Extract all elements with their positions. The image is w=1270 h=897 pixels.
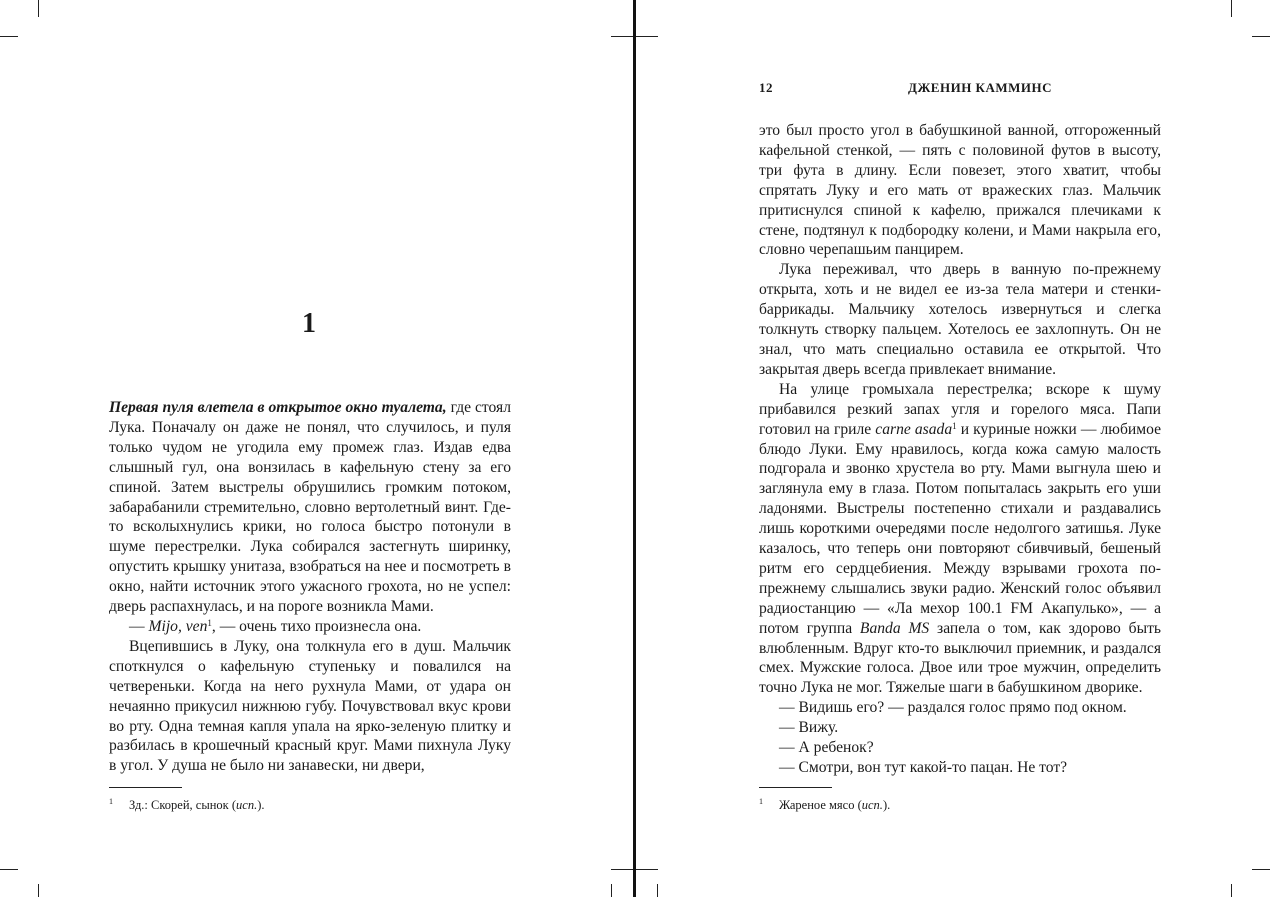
band-name: Banda MS: [859, 619, 930, 637]
page-number: 12: [759, 80, 773, 95]
paragraph: это был просто угол в бабушкиной ванной, отгороженный кафельной стенкой, — пять с половиной футов в высоту, три фута в длину. Если повезет, этого хватит, чтобы спрятать Луку и его мать от вражеских глаз. Мальчик притиснулся спиной к кафелю, прижался плечиками к стене, подтянул к подбородку колени, и Мами накрыла его, словно черепашьим панцирем.: [759, 122, 1161, 259]
spanish-phrase: Mijo, ven: [148, 617, 208, 635]
paragraph: Вцепившись в Луку, она толкнула его в душ. Мальчик споткнулся о кафельную ступеньку и повалился на четвереньки. Когда на него рухнула Мами, от удара он нечаянно прикусил нижнюю губу. Почувствовал вкус крови во рту. Одна темная капля упала на ярко-зеленую плитку и разбилась в крошечный красный круг. Мами пихнула Луку в угол. У душа не было ни занавески, ни двери,: [109, 637, 511, 775]
chapter-number: 1: [302, 308, 316, 339]
dialogue-line: [109, 617, 511, 637]
paragraph-text: и куриные ножки — любимое блюдо Луки. Ему нравилось, когда кожа самую малость подгорала и звонко хрустела во рту. Мами выгнула шею и заглянула ему в глаза. Потом попыталась закрыть его уши ладонями. Выстрелы постепенно стихали и раздавались лишь короткими очередями после недолгого затишья. Луке казалось, что теперь они повторяют сбивчивый, бешеный ритм его сердцебиения. Между взрывами грохота по-прежнему слышались звуки радио. Женский голос объявил радиостанцию — «Ла мехор 100.1 FM Акапулько», — а потом группа: [759, 420, 1161, 637]
paragraph: Лука переживал, что дверь в ванную по-прежнему открыта, хоть и не видел ее из-за тела матери и стенки-баррикады. Мальчику хотелось извернуться и слегка толкнуть створку пальцем. Хотелось ее захлопнуть. Он не знал, что мать специально оставила ее открытой. Что закрытая дверь всегда привлекает внимание.: [759, 261, 1161, 378]
paragraph: [109, 398, 511, 617]
left-page: [0, 0, 633, 897]
paragraph-text: На улице громыхала перестрелка; вскоре к шуму прибавился резкий запах угля и горелого мяса. Папи готовил на гриле: [759, 380, 1161, 438]
footnote-mark: 1: [109, 797, 113, 806]
spanish-phrase: carne asada: [875, 420, 953, 438]
footnote-part: Зд.: Скорей, сынок (: [129, 798, 237, 812]
paragraph-text: запела о том, как здорово быть влюбленным. Вдруг кто-то выключил приемник, и раздался смех. Мужские голоса. Двое или трое мужчин, определить точно Лука не мог. Тяжелые шаги в бабушкином дворике.: [759, 619, 1161, 697]
footnote-text: [779, 797, 890, 813]
footnote-rule: [759, 787, 832, 788]
author-name: ДЖЕНИН КАММИНС: [908, 80, 1053, 95]
dialogue-line: — Видишь его? — раздался голос прямо под окном.: [779, 699, 1127, 717]
footnote-part: Жареное мясо (: [779, 798, 862, 812]
footnote-text: [129, 797, 265, 813]
footnote-part: ).: [257, 798, 265, 812]
right-page: [636, 0, 1270, 897]
lead-text: Первая пуля влетела в открытое окно туалета,: [109, 399, 447, 416]
footnote-ref: 1: [207, 617, 212, 628]
dialogue-line: — Смотри, вон тут какой-то пацан. Не тот?: [779, 759, 1068, 776]
dialogue-line: — А ребенок?: [779, 739, 874, 757]
paragraph: [759, 380, 1161, 699]
left-body-text: [109, 398, 511, 776]
footnote-mark: 1: [759, 797, 763, 806]
footnote-part: ).: [882, 798, 891, 812]
dash: —: [129, 617, 149, 635]
footnote-ref: 1: [952, 420, 957, 431]
paragraph-text: где стоял Лука. Поначалу он даже не понял, что случилось, и пуля только чудом не угодила ему промеж глаз. Издав едва слышный гул, она вонзилась в кафельную стену за его спиной. Затем выстрелы обрушились громким потоком, забарабанили стремительно, словно вертолетный винт. Где-то всколыхнулись крики, но голоса быстро потонули в шуме перестрелки. Лука собирался застегнуть ширинку, опустить крышку унитаза, взобраться на нее и посмотреть в окно, найти источник этого ужасного грохота, но не успел: дверь распахнулась, и на пороге возникла Мами.: [109, 399, 511, 616]
right-body-text: [759, 121, 1161, 778]
dialogue-text: , — очень тихо произнесла она.: [211, 617, 422, 635]
dialogue-line: — Вижу.: [779, 719, 839, 737]
footnote-rule: [109, 787, 182, 788]
footnote-abbrev: исп.: [236, 798, 258, 812]
footnote-abbrev: исп.: [861, 798, 883, 812]
